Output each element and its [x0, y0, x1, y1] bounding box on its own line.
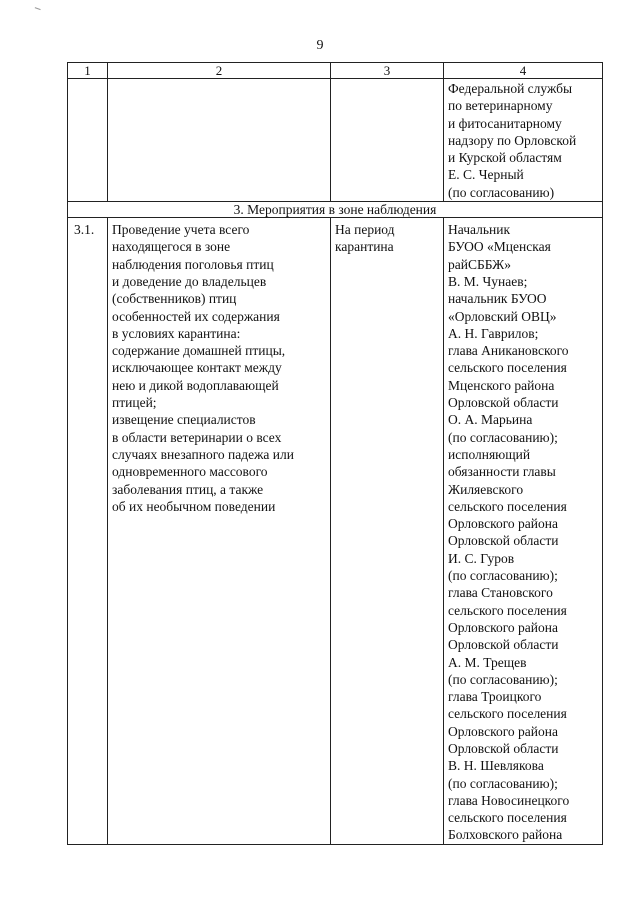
header-col-4: 4	[444, 63, 603, 79]
text-line: об их необычном поведении	[112, 498, 276, 514]
text-line: Проведение учета всего	[112, 222, 250, 238]
text-line: карантина	[335, 239, 394, 255]
text-line: птицей;	[112, 395, 157, 411]
responsible-cell	[444, 218, 603, 845]
term-cell	[331, 218, 444, 845]
text-line: Орловской области	[448, 533, 559, 549]
page-number: 9	[316, 38, 324, 53]
text-line: в области ветеринарии о всех	[112, 429, 282, 445]
text-line: наблюдения поголовья птиц	[112, 256, 274, 272]
text-line: глава Троицкого	[448, 689, 542, 705]
row-number: 3.1.	[68, 218, 108, 845]
text-line: (по согласованию);	[448, 568, 558, 584]
text-line: исполняющий	[448, 446, 531, 462]
text-line: и фитосанитарному	[448, 115, 562, 131]
text-line: и Курской областям	[448, 150, 562, 166]
cont-col-2	[108, 79, 331, 202]
text-line: сельского поселения	[448, 810, 567, 826]
text-line: заболевания птиц, а также	[112, 481, 264, 497]
text-line: нею и дикой водоплавающей	[112, 377, 279, 393]
text-line: БУОО «Мценская	[448, 239, 551, 255]
continuation-row	[68, 79, 603, 202]
text-line: (по согласованию);	[448, 671, 558, 687]
table-row-3-1	[68, 218, 603, 845]
header-col-2: 2	[108, 63, 331, 79]
text-line: сельского поселения	[448, 706, 567, 722]
text-line: Федеральной службы	[448, 81, 573, 96]
text-line: исключающее контакт между	[112, 360, 282, 376]
text-line: В. М. Чунаев;	[448, 273, 528, 289]
text-line: Орловского района	[448, 516, 558, 532]
section-title: 3. Мероприятия в зоне наблюдения	[68, 202, 603, 218]
text-line: Болховского района	[448, 827, 563, 843]
text-line: Орловской области	[448, 740, 559, 756]
text-line: Орловского района	[448, 619, 558, 635]
measure-cell	[108, 218, 331, 845]
text-line: сельского поселения	[448, 360, 567, 376]
header-col-1: 1	[68, 63, 108, 79]
text-line: одновременного массового	[112, 464, 268, 480]
text-line: и доведение до владельцев	[112, 273, 267, 289]
text-line: случаях внезапного падежа или	[112, 446, 294, 462]
text-line: по ветеринарному	[448, 98, 553, 114]
text-line: Орловской области	[448, 395, 559, 411]
text-line: глава Новосинецкого	[448, 792, 570, 808]
text-line: Орловской области	[448, 637, 559, 653]
text-line: сельского поселения	[448, 602, 567, 618]
text-line: Жиляевского	[448, 481, 524, 497]
cont-responsible-cell	[444, 79, 603, 202]
text-line: (по согласованию)	[448, 184, 555, 200]
text-line: содержание домашней птицы,	[112, 343, 286, 359]
text-line: в условиях карантина:	[112, 325, 241, 341]
text-line: начальник БУОО	[448, 291, 547, 307]
text-line: глава Становского	[448, 585, 553, 601]
text-line: «Орловский ОВЦ»	[448, 308, 557, 324]
text-line: обязанности главы	[448, 464, 556, 480]
text-line: А. Н. Гаврилов;	[448, 325, 539, 341]
text-line: извещение специалистов	[112, 412, 256, 428]
text-line: Начальник	[448, 222, 511, 238]
text-line: Е. С. Черный	[448, 167, 524, 183]
text-line: райСББЖ»	[448, 256, 511, 272]
text-line: (по согласованию);	[448, 429, 558, 445]
text-line: сельского поселения	[448, 498, 567, 514]
text-line: особенностей их содержания	[112, 308, 280, 324]
cont-col-3	[331, 79, 444, 202]
text-line: И. С. Гуров	[448, 550, 515, 566]
text-line: (по согласованию);	[448, 775, 558, 791]
header-col-3: 3	[331, 63, 444, 79]
section-title-row	[68, 202, 603, 218]
table-header-row	[68, 63, 603, 79]
text-line: Мценского района	[448, 377, 555, 393]
text-line: (собственников) птиц	[112, 291, 237, 307]
text-line: глава Аникановского	[448, 343, 569, 359]
measures-table	[67, 62, 603, 845]
text-line: находящегося в зоне	[112, 239, 231, 255]
text-line: На период	[335, 222, 395, 238]
text-line: В. Н. Шевлякова	[448, 758, 544, 774]
text-line: Орловского района	[448, 723, 558, 739]
text-line: надзору по Орловской	[448, 132, 577, 148]
text-line: О. А. Марьина	[448, 412, 533, 428]
cont-col-1	[68, 79, 108, 202]
text-line: А. М. Трещев	[448, 654, 527, 670]
scan-artifact	[33, 7, 40, 14]
